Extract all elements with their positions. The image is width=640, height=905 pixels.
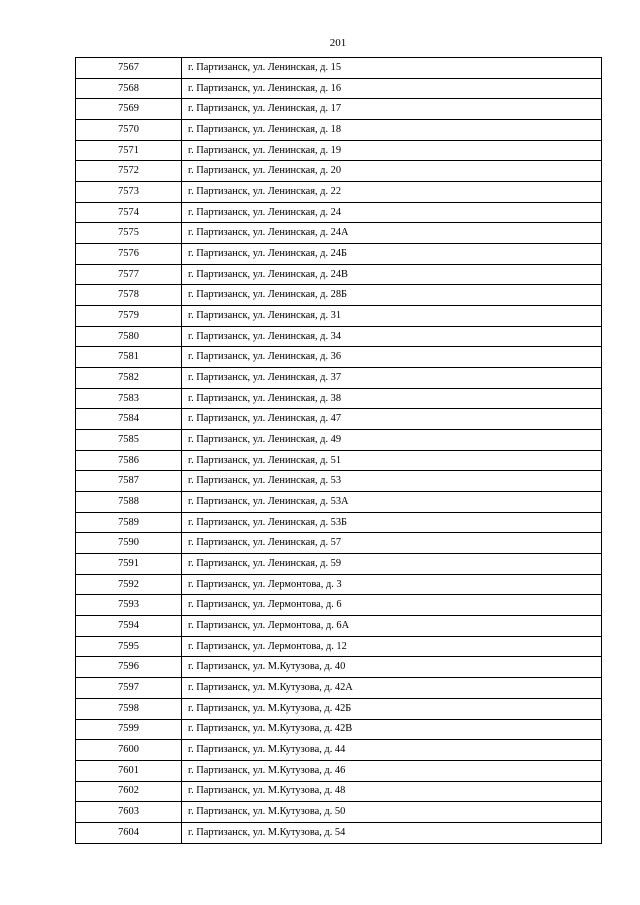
table-row <box>76 223 602 244</box>
row-address-cell: г. Партизанск, ул. Лермонтова, д. 12 <box>182 636 602 657</box>
row-number-cell: 7577 <box>76 264 182 285</box>
table-row <box>76 161 602 182</box>
table-row <box>76 306 602 327</box>
row-address-cell: г. Партизанск, ул. Ленинская, д. 36 <box>182 347 602 368</box>
row-address-cell: г. Партизанск, ул. Лермонтова, д. 3 <box>182 574 602 595</box>
row-address-cell: г. Партизанск, ул. Лермонтова, д. 6А <box>182 616 602 637</box>
row-number-cell: 7588 <box>76 492 182 513</box>
row-address-cell: г. Партизанск, ул. Ленинская, д. 31 <box>182 306 602 327</box>
row-address-cell: г. Партизанск, ул. Лермонтова, д. 6 <box>182 595 602 616</box>
table-row <box>76 264 602 285</box>
row-number-cell: 7599 <box>76 719 182 740</box>
row-number-cell: 7579 <box>76 306 182 327</box>
table-row <box>76 471 602 492</box>
table-row <box>76 99 602 120</box>
table-row <box>76 554 602 575</box>
table-row <box>76 368 602 389</box>
row-address-cell: г. Партизанск, ул. Ленинская, д. 19 <box>182 140 602 161</box>
row-number-cell: 7581 <box>76 347 182 368</box>
address-table-body <box>76 58 602 844</box>
row-number-cell: 7574 <box>76 202 182 223</box>
page-number: 201 <box>329 37 347 49</box>
row-number-cell: 7590 <box>76 533 182 554</box>
table-row <box>76 719 602 740</box>
row-number-cell: 7603 <box>76 802 182 823</box>
row-address-cell: г. Партизанск, ул. М.Кутузова, д. 54 <box>182 822 602 843</box>
row-number-cell: 7591 <box>76 554 182 575</box>
row-number-cell: 7586 <box>76 450 182 471</box>
row-number-cell: 7575 <box>76 223 182 244</box>
row-address-cell: г. Партизанск, ул. Ленинская, д. 15 <box>182 58 602 79</box>
table-row <box>76 760 602 781</box>
row-number-cell: 7569 <box>76 99 182 120</box>
row-address-cell: г. Партизанск, ул. Ленинская, д. 28Б <box>182 285 602 306</box>
row-address-cell: г. Партизанск, ул. Ленинская, д. 24В <box>182 264 602 285</box>
table-row <box>76 450 602 471</box>
table-row <box>76 202 602 223</box>
table-row <box>76 512 602 533</box>
table-row <box>76 781 602 802</box>
row-address-cell: г. Партизанск, ул. Ленинская, д. 49 <box>182 430 602 451</box>
row-address-cell: г. Партизанск, ул. Ленинская, д. 59 <box>182 554 602 575</box>
row-address-cell: г. Партизанск, ул. М.Кутузова, д. 42В <box>182 719 602 740</box>
table-row <box>76 140 602 161</box>
row-address-cell: г. Партизанск, ул. М.Кутузова, д. 40 <box>182 657 602 678</box>
table-row <box>76 802 602 823</box>
table-row <box>76 285 602 306</box>
row-address-cell: г. Партизанск, ул. Ленинская, д. 18 <box>182 120 602 141</box>
row-number-cell: 7601 <box>76 760 182 781</box>
table-row <box>76 244 602 265</box>
table-row <box>76 430 602 451</box>
row-number-cell: 7580 <box>76 326 182 347</box>
row-address-cell: г. Партизанск, ул. Ленинская, д. 16 <box>182 78 602 99</box>
row-number-cell: 7573 <box>76 182 182 203</box>
row-number-cell: 7595 <box>76 636 182 657</box>
address-table <box>75 57 602 844</box>
row-number-cell: 7602 <box>76 781 182 802</box>
row-number-cell: 7597 <box>76 678 182 699</box>
table-row <box>76 678 602 699</box>
row-address-cell: г. Партизанск, ул. Ленинская, д. 53 <box>182 471 602 492</box>
row-address-cell: г. Партизанск, ул. Ленинская, д. 17 <box>182 99 602 120</box>
row-number-cell: 7578 <box>76 285 182 306</box>
table-row <box>76 58 602 79</box>
row-number-cell: 7571 <box>76 140 182 161</box>
table-row <box>76 657 602 678</box>
table-row <box>76 388 602 409</box>
row-number-cell: 7594 <box>76 616 182 637</box>
row-address-cell: г. Партизанск, ул. Ленинская, д. 37 <box>182 368 602 389</box>
row-address-cell: г. Партизанск, ул. Ленинская, д. 24Б <box>182 244 602 265</box>
row-number-cell: 7584 <box>76 409 182 430</box>
row-address-cell: г. Партизанск, ул. М.Кутузова, д. 44 <box>182 740 602 761</box>
table-row <box>76 492 602 513</box>
table-row <box>76 698 602 719</box>
row-number-cell: 7592 <box>76 574 182 595</box>
row-address-cell: г. Партизанск, ул. Ленинская, д. 24 <box>182 202 602 223</box>
row-address-cell: г. Партизанск, ул. М.Кутузова, д. 42Б <box>182 698 602 719</box>
row-number-cell: 7576 <box>76 244 182 265</box>
table-row <box>76 326 602 347</box>
row-number-cell: 7568 <box>76 78 182 99</box>
row-number-cell: 7604 <box>76 822 182 843</box>
row-number-cell: 7589 <box>76 512 182 533</box>
row-number-cell: 7570 <box>76 120 182 141</box>
row-address-cell: г. Партизанск, ул. М.Кутузова, д. 50 <box>182 802 602 823</box>
row-address-cell: г. Партизанск, ул. М.Кутузова, д. 42А <box>182 678 602 699</box>
table-row <box>76 636 602 657</box>
row-number-cell: 7585 <box>76 430 182 451</box>
row-number-cell: 7582 <box>76 368 182 389</box>
row-address-cell: г. Партизанск, ул. Ленинская, д. 22 <box>182 182 602 203</box>
row-address-cell: г. Партизанск, ул. М.Кутузова, д. 48 <box>182 781 602 802</box>
row-address-cell: г. Партизанск, ул. Ленинская, д. 57 <box>182 533 602 554</box>
row-address-cell: г. Партизанск, ул. Ленинская, д. 20 <box>182 161 602 182</box>
row-number-cell: 7596 <box>76 657 182 678</box>
row-number-cell: 7583 <box>76 388 182 409</box>
row-address-cell: г. Партизанск, ул. Ленинская, д. 47 <box>182 409 602 430</box>
row-number-cell: 7587 <box>76 471 182 492</box>
row-number-cell: 7572 <box>76 161 182 182</box>
table-row <box>76 595 602 616</box>
row-number-cell: 7598 <box>76 698 182 719</box>
row-number-cell: 7593 <box>76 595 182 616</box>
table-row <box>76 822 602 843</box>
row-address-cell: г. Партизанск, ул. Ленинская, д. 38 <box>182 388 602 409</box>
row-number-cell: 7567 <box>76 58 182 79</box>
table-row <box>76 616 602 637</box>
table-row <box>76 182 602 203</box>
row-address-cell: г. Партизанск, ул. Ленинская, д. 34 <box>182 326 602 347</box>
row-address-cell: г. Партизанск, ул. Ленинская, д. 53А <box>182 492 602 513</box>
table-row <box>76 120 602 141</box>
table-row <box>76 409 602 430</box>
table-row <box>76 347 602 368</box>
table-row <box>76 533 602 554</box>
table-row <box>76 574 602 595</box>
row-address-cell: г. Партизанск, ул. Ленинская, д. 24А <box>182 223 602 244</box>
row-address-cell: г. Партизанск, ул. Ленинская, д. 51 <box>182 450 602 471</box>
table-row <box>76 740 602 761</box>
row-address-cell: г. Партизанск, ул. Ленинская, д. 53Б <box>182 512 602 533</box>
row-number-cell: 7600 <box>76 740 182 761</box>
row-address-cell: г. Партизанск, ул. М.Кутузова, д. 46 <box>182 760 602 781</box>
table-row <box>76 78 602 99</box>
